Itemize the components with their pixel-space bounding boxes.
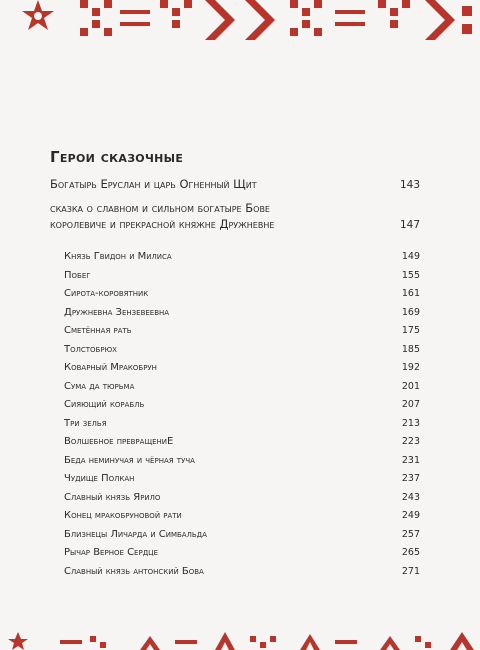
chapter-page: 237 [401,473,420,484]
chapter-page: 161 [401,288,420,299]
chapter-page: 249 [401,510,420,521]
chapter-page: 265 [401,547,420,558]
chapter-row[interactable] [64,325,420,344]
chapter-title: Рычар Верное Сердце [64,547,159,558]
chapter-page: 169 [401,306,420,318]
bottom-ornament-border [0,622,480,650]
chapter-row[interactable] [64,307,420,326]
chapter-row[interactable] [64,547,420,566]
chapter-row[interactable] [64,510,420,529]
chapter-page: 149 [401,251,420,262]
pattern-ornament-icon [60,632,474,650]
chapter-title: Сирота-коровятник [64,288,149,299]
toc-main-entry-continued[interactable] [50,216,420,233]
chapter-page: 223 [401,436,420,447]
chapter-row[interactable] [64,492,420,511]
chapter-title: Волшебное превращениЕ [64,436,174,447]
chapter-row[interactable] [64,566,420,585]
chapter-row[interactable] [64,473,420,492]
chapter-title: Сума да тюрьма [64,380,135,392]
chapter-page: 155 [401,269,420,281]
toc-main-entry-page: 147 [399,219,420,231]
chapter-row[interactable] [64,270,420,289]
star-ornament-icon [22,0,54,30]
chapter-row[interactable] [64,251,420,270]
chapter-page: 185 [401,343,420,355]
chapter-title: Сметённая рать [64,325,132,336]
toc-main-entry-title: сказка о славном и сильном богатыре Бове [50,201,270,215]
chapter-row[interactable] [64,288,420,307]
chapter-row[interactable] [64,418,420,437]
chapter-title: Сияющий корабль [64,399,145,410]
chapter-title: Дружневна Зензевеевна [64,306,170,318]
chapter-title: Чудище Полкан [64,473,135,484]
chapter-page: 201 [401,380,420,392]
chapter-page: 213 [401,417,420,429]
pattern-ornament-icon [80,0,472,40]
chapter-row[interactable] [64,344,420,363]
toc-main-entry[interactable] [50,176,420,193]
chapter-page: 207 [401,399,420,410]
toc-main-entry-title: Богатырь Еруслан и царь Огненный Щит [50,177,257,191]
chapter-list [50,251,420,584]
table-of-contents [50,148,420,584]
chapter-row[interactable] [64,362,420,381]
chapter-row[interactable] [64,436,420,455]
chapter-title: Славный князь антонский Бова [64,565,204,577]
chapter-page: 243 [401,491,420,503]
chapter-title: Конец мракобруновой рати [64,510,182,521]
chapter-page: 231 [401,454,420,466]
toc-main-entry-title-line2: королевиче и прекрасной княжне Дружневне [50,217,275,231]
chapter-page: 175 [401,325,420,336]
chapter-page: 192 [401,362,420,373]
top-ornament-border [0,0,480,44]
star-ornament-icon [8,632,28,650]
chapter-title: Толстобрюх [64,343,117,355]
chapter-page: 257 [401,528,420,540]
chapter-row[interactable] [64,455,420,474]
chapter-title: Близнецы Личарда и Симбальда [64,528,207,540]
chapter-title: Три зелья [64,417,107,429]
chapter-row[interactable] [64,399,420,418]
chapter-title: Славный князь Ярило [64,491,161,503]
toc-main-entry-page: 143 [399,179,420,191]
chapter-row[interactable] [64,529,420,548]
section-title: Герои сказочные [50,148,184,166]
chapter-title: Беда неминучая и чёрная туча [64,454,195,466]
chapter-row[interactable] [64,381,420,400]
chapter-title: Побег [64,269,91,281]
toc-main-entry[interactable] [50,200,420,216]
chapter-page: 271 [401,565,420,577]
chapter-title: Князь Гвидон и Милиса [64,251,172,262]
chapter-title: Коварный Мракобрун [64,362,157,373]
